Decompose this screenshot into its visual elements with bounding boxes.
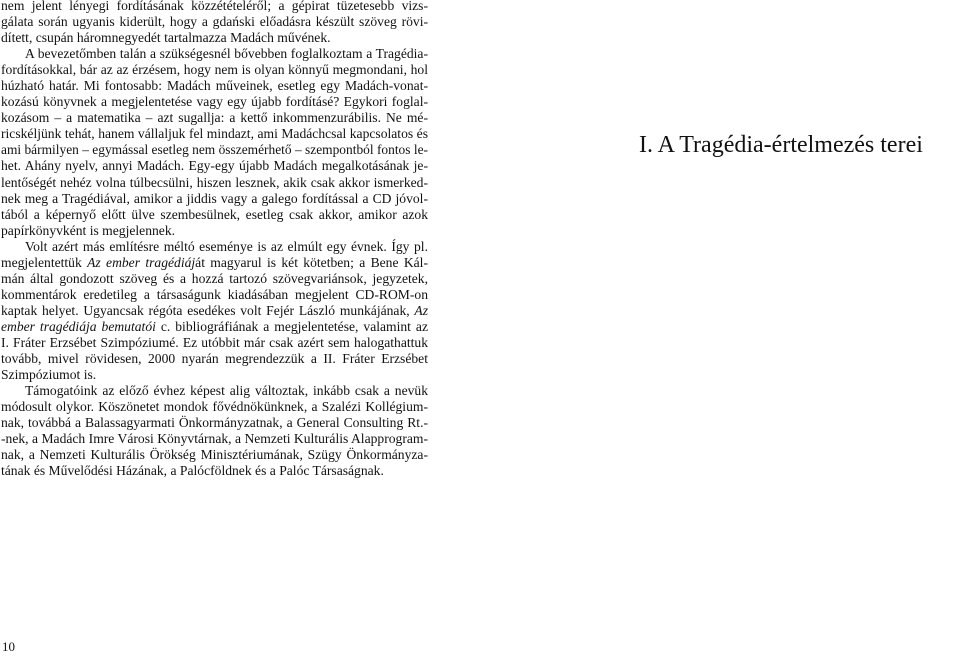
right-page bbox=[480, 0, 960, 656]
text-line-content bbox=[1, 78, 428, 94]
text-line bbox=[1, 271, 428, 287]
text-line-content bbox=[1, 463, 384, 479]
text-line bbox=[1, 126, 428, 142]
text-line bbox=[1, 431, 428, 447]
text-segment: át magyarul is két kötetben; a Bene Kál- bbox=[195, 254, 428, 270]
text-line-content bbox=[1, 0, 428, 14]
text-segment: ricskéljünk tehát, hanem vállaljuk fel mindazt, ami Madáchcsal kapcsolatos és bbox=[1, 126, 428, 142]
text-segment: tából a képernyő előtt ülve szembesülnek, esetleg csak akkor, amikor azok bbox=[1, 206, 428, 222]
text-line-content bbox=[1, 271, 428, 287]
text-segment: fordításokkal, bár az az érzésem, hogy nem is olyan könnyű megmondani, hol bbox=[1, 62, 428, 78]
text-line-content bbox=[1, 158, 428, 174]
italic-text: ember tragédiája bemutatói bbox=[1, 318, 156, 334]
text-line-content bbox=[25, 46, 428, 62]
text-line-content bbox=[1, 303, 428, 319]
italic-text: Az ember tragédiáj bbox=[87, 254, 196, 270]
text-line-content bbox=[1, 191, 428, 207]
text-line bbox=[1, 175, 428, 191]
text-line bbox=[1, 191, 428, 207]
text-segment: A bevezetőmben talán a szükségesnél bővebben foglalkoztam a Tragédia- bbox=[25, 46, 428, 62]
text-line-content bbox=[1, 207, 428, 223]
text-line bbox=[1, 78, 428, 94]
text-line bbox=[1, 399, 428, 415]
text-line bbox=[25, 46, 428, 62]
text-line-content bbox=[1, 319, 428, 335]
text-line bbox=[1, 223, 428, 239]
text-line bbox=[1, 415, 428, 431]
text-line-content bbox=[1, 175, 428, 191]
text-segment: gálata során ugyanis kiderült, hogy a gdański előadásra készült szöveg rövi- bbox=[1, 14, 428, 30]
text-segment: tovább, mivel rövidesen, 2000 nyarán megrendezzük a II. Fráter Erzsébet bbox=[1, 351, 428, 367]
text-line bbox=[1, 62, 428, 78]
text-segment: papírkönyvként is megjelennek. bbox=[1, 222, 176, 238]
paragraph bbox=[1, 46, 428, 239]
text-line-content bbox=[1, 287, 428, 303]
text-line bbox=[1, 142, 428, 158]
text-line bbox=[1, 158, 428, 174]
body-text bbox=[1, 0, 428, 479]
text-line-content bbox=[1, 30, 331, 46]
text-segment: húzható határ. Mi fontosabb: Madách műveinek, esetleg egy Madách-vonat- bbox=[1, 78, 428, 94]
text-segment: tának és Művelődési Házának, a Palócföldnek és a Palóc Társaságnak. bbox=[1, 463, 384, 479]
text-segment: Támogatóink az előző évhez képest alig változtak, inkább csak a nevük bbox=[25, 383, 428, 399]
text-line bbox=[1, 30, 428, 46]
text-segment: I. Fráter Erzsébet Szimpóziumé. Ez utóbbit már csak azért sem halogathattuk bbox=[1, 334, 428, 350]
text-line-content bbox=[1, 223, 175, 239]
paragraph bbox=[1, 239, 428, 383]
text-line bbox=[1, 463, 428, 479]
text-segment: c. bibliográfiának a megjelentetése, valamint az bbox=[155, 318, 428, 334]
text-line-content bbox=[25, 239, 428, 255]
paragraph bbox=[1, 383, 428, 479]
text-line bbox=[1, 367, 428, 383]
text-segment: -nek, a Madách Imre Városi Könyvtárnak, a Nemzeti Kulturális Alapprogram- bbox=[1, 431, 428, 447]
text-line bbox=[25, 239, 428, 255]
text-line-content bbox=[1, 431, 428, 447]
text-line-content bbox=[1, 62, 428, 78]
text-line bbox=[25, 383, 428, 399]
paragraph bbox=[1, 0, 428, 46]
text-line bbox=[1, 319, 428, 335]
text-line-content bbox=[1, 447, 428, 463]
text-line-content bbox=[1, 94, 428, 110]
text-line bbox=[1, 303, 428, 319]
text-segment: Szimpóziumot is. bbox=[1, 367, 97, 383]
text-line-content bbox=[1, 14, 428, 30]
text-line-content bbox=[1, 351, 428, 367]
text-segment: nek meg a Tragédiával, amikor a jiddis vagy a galego fordítással a CD jóvol- bbox=[1, 190, 428, 206]
text-segment: kaptak helyet. Ugyancsak régóta esedékes volt Fejér László munkájának, bbox=[1, 302, 415, 318]
text-line bbox=[1, 255, 428, 271]
text-line-content bbox=[1, 110, 428, 126]
text-segment: mán által gondozott szöveg és a hozzá tartozó szövegvariánsok, jegyzetek, bbox=[1, 270, 428, 286]
left-page bbox=[0, 0, 440, 656]
text-segment: módosult olykor. Köszönetet mondok fővédnökünknek, a Szalézi Kollégium- bbox=[1, 399, 428, 415]
text-segment: nem jelent lényegi fordításának közzétételéről; a gépirat tüzetesebb vizs- bbox=[1, 0, 428, 13]
text-segment: ami bármilyen – egymással esetleg nem összemérhető – szempontból fontos le- bbox=[1, 142, 428, 158]
text-segment: nak, a Nemzeti Kulturális Örökség Minisztériumának, Szügy Önkormányza- bbox=[1, 447, 428, 463]
text-segment: het. Ahány nyelv, annyi Madách. Egy-egy újabb Madách megalkotásának je- bbox=[1, 158, 428, 174]
text-line-content bbox=[1, 367, 96, 383]
italic-text: Az bbox=[414, 302, 428, 318]
chapter-title: I. A Tragédia-értelmezés terei bbox=[639, 132, 923, 158]
text-line bbox=[1, 447, 428, 463]
page-number: 10 bbox=[2, 639, 15, 654]
text-line-content bbox=[1, 255, 428, 271]
text-line bbox=[1, 94, 428, 110]
text-line-content bbox=[25, 383, 428, 399]
text-segment: lentőségét nehéz volna túlbecsülni, hiszen lesznek, akik csak akkor ismerked- bbox=[1, 174, 428, 190]
text-segment: nak, továbbá a Balassagyarmati Önkormányzatnak, a General Consulting Rt.- bbox=[1, 415, 428, 431]
text-line-content bbox=[1, 335, 428, 351]
text-segment: kozásom – a matematika – azt sugallja: a kettő inkommenzurábilis. Ne mé- bbox=[1, 110, 428, 126]
text-line bbox=[1, 351, 428, 367]
text-line bbox=[1, 287, 428, 303]
text-line-content bbox=[1, 415, 428, 431]
text-segment: kozású könyvnek a megjelentetése vagy egy újabb fordításé? Egykori foglal- bbox=[1, 94, 428, 110]
text-line bbox=[1, 0, 428, 14]
text-line bbox=[1, 14, 428, 30]
text-line-content bbox=[1, 126, 428, 142]
text-segment: megjelentettük bbox=[1, 254, 88, 270]
text-segment: kommentárok eredetileg a társaságunk kiadásában megjelent CD-ROM-on bbox=[1, 286, 428, 302]
text-line bbox=[1, 207, 428, 223]
text-segment: Volt azért más említésre méltó eseménye is az elmúlt egy évnek. Így pl. bbox=[25, 238, 428, 254]
text-line-content bbox=[1, 142, 428, 158]
text-line-content bbox=[1, 399, 428, 415]
text-segment: dített, csupán háromnegyedét tartalmazza Madách művének. bbox=[1, 30, 331, 46]
text-line bbox=[1, 110, 428, 126]
text-line bbox=[1, 335, 428, 351]
